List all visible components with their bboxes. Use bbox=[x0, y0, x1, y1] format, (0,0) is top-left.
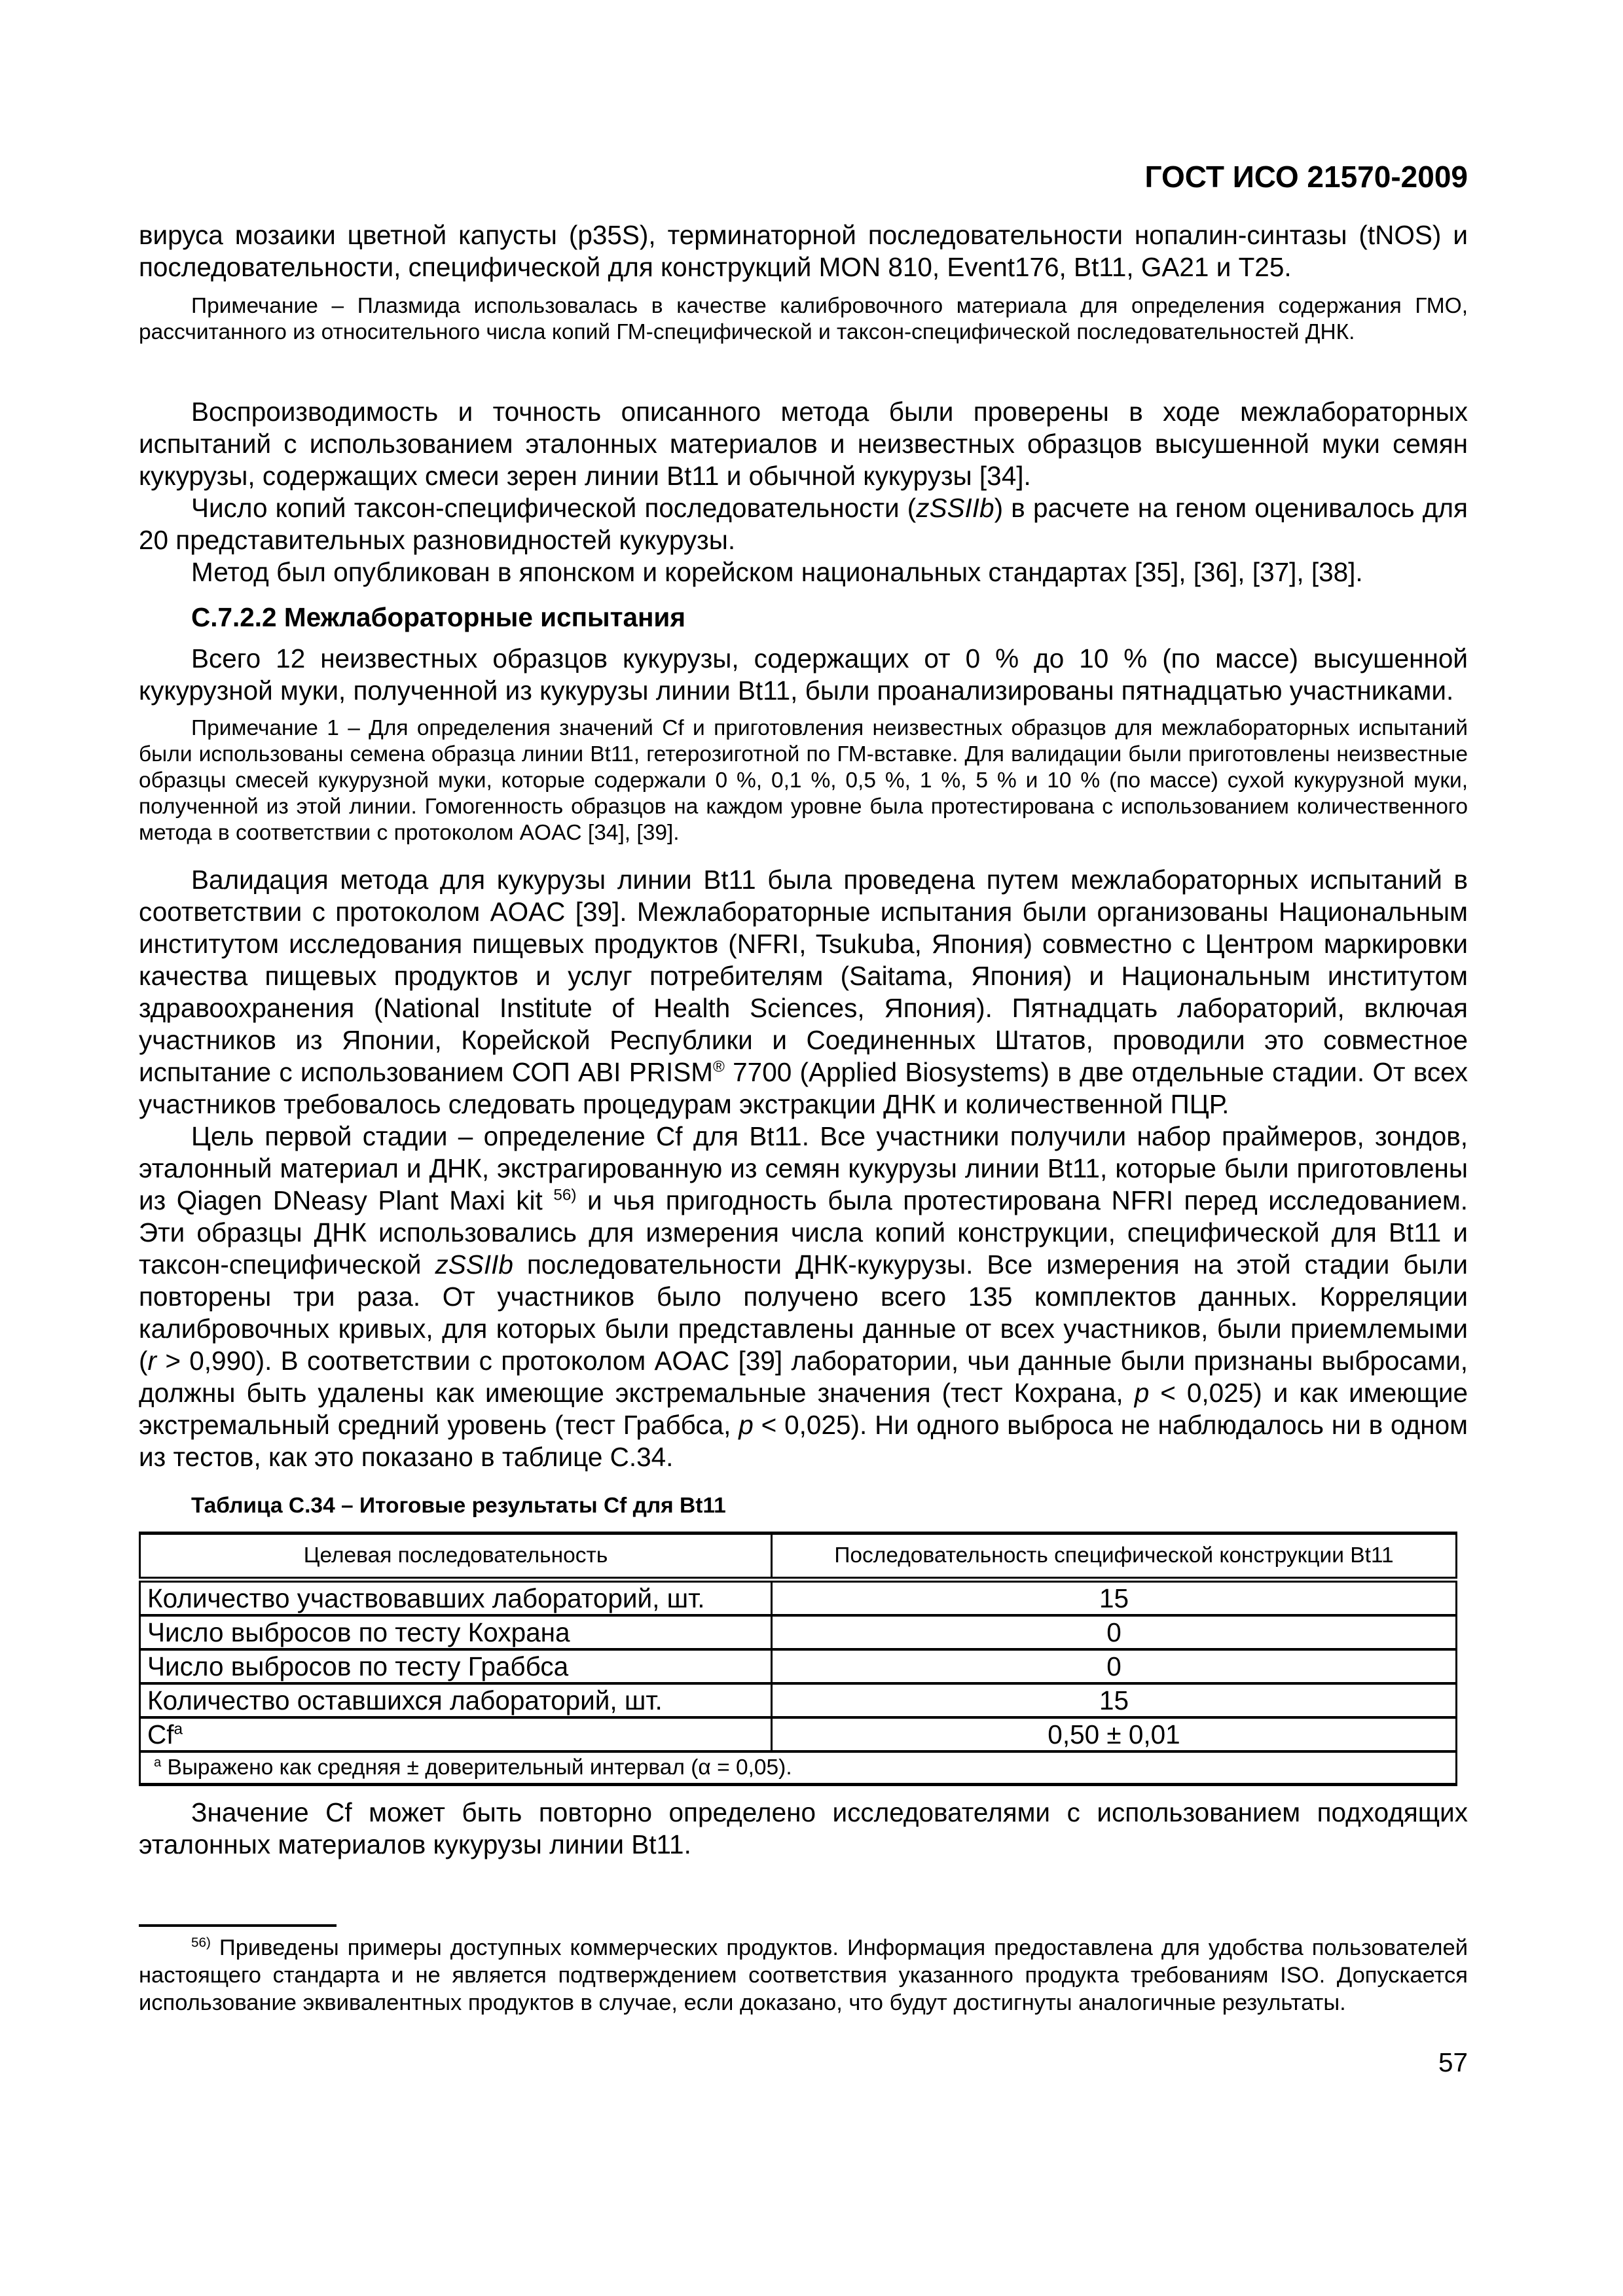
footnote-ref[interactable]: 56) bbox=[553, 1186, 577, 1204]
symbol-p: p bbox=[739, 1410, 754, 1440]
row-label: Количество оставшихся лабораторий, шт. bbox=[140, 1683, 772, 1717]
paragraph: вируса мозаики цветной капусты (p35S), терминаторной последовательности нопалин-синтазы (tNOS) и последовательности, специфической для конструкций MON 810, Event176, Bt11, GA21 и T25. bbox=[139, 220, 1468, 282]
text-run: Число копий таксон-специфической последовательности ( bbox=[191, 493, 917, 523]
paragraph: Метод был опубликован в японском и корейском национальных стандартах [35], [36], [37], [38]. bbox=[191, 557, 1363, 587]
table-caption: Таблица С.34 – Итоговые результаты Cf для Bt11 bbox=[191, 1494, 726, 1518]
footnote-block bbox=[139, 1934, 1468, 2017]
text-run: > 0,990). В соответствии с протоколом AOAC [39] лаборатории, чьи данные были признаны выбросами, должны быть удалены как имеющие экстремальные значения (тест Кохрана, bbox=[139, 1346, 1468, 1408]
paragraphs-method bbox=[139, 396, 1468, 588]
registered-mark: ® bbox=[712, 1058, 725, 1076]
row-value: 15 bbox=[772, 1580, 1457, 1616]
note-text: Примечание – Плазмида использовалась в качестве калибровочного материала для определения содержания ГМО, рассчитанного из относительного числа копий ГМ-специфической и таксон-специфической последовательностей ДНК. bbox=[139, 294, 1468, 344]
row-label: Количество участвовавших лабораторий, шт. bbox=[140, 1580, 772, 1616]
text-run: < 0,025). Ни одного выброса не наблюдалось ни в одном из тестов, как это показано в таблице С.34. bbox=[139, 1410, 1468, 1472]
row-label bbox=[140, 1717, 772, 1751]
table-row bbox=[140, 1580, 1457, 1616]
results-table bbox=[139, 1532, 1457, 1786]
text-run: Валидация метода для кукурузы линии Bt11 была проведена путем межлабораторных испытаний в соответствии с протоколом AOAC [39]. Межлабораторные испытания были организованы Национальным институтом исследования пищевых продуктов (NFRI, Tsukuba, Япония) совместно с Центром маркировки качества пищевых продуктов и услуг потребителям (Saitama, Япония) и Национальным институтом здравоохранения (National Institute of Health Sciences, Япония). Пятнадцать лабораторий, включая участников из Японии, Корейской Республики и Соединенных Штатов, проводили это совместное испытание с использованием СОП ABI PRISM bbox=[139, 865, 1468, 1087]
footnote-mark: 56) bbox=[191, 1935, 211, 1950]
table-footnote-text: Выражено как средняя ± доверительный интервал (α = 0,05). bbox=[161, 1755, 792, 1780]
label-text: Cf bbox=[147, 1719, 174, 1749]
footnote-divider bbox=[139, 1924, 337, 1927]
table-row bbox=[140, 1615, 1457, 1649]
table-row bbox=[140, 1649, 1457, 1683]
row-value: 15 bbox=[772, 1683, 1457, 1717]
paragraph: Всего 12 неизвестных образцов кукурузы, содержащих от 0 % до 10 % (по массе) высушенной кукурузной муки, полученной из кукурузы линии Bt11, были проанализированы пятнадцатью участниками. bbox=[139, 643, 1468, 706]
text-run: < 0,025) и как имеющие экстремальный средний уровень (тест Граббса, bbox=[139, 1378, 1468, 1440]
table-row bbox=[140, 1683, 1457, 1717]
table-footnote bbox=[140, 1751, 1457, 1785]
paragraph: Воспроизводимость и точность описанного метода были проверены в ходе межлабораторных испытаний с использованием эталонных материалов и неизвестных образцов высушенной муки семян кукурузы, содержащих смеси зерен линии Bt11 и обычной кукурузы [34]. bbox=[139, 397, 1468, 491]
footnote-body: Приведены примеры доступных коммерческих продуктов. Информация предоставлена для удобства пользователей настоящего стандарта и не является подтверждением соответствия указанного продукта требованиям ISO. Допускается использование эквивалентных продуктов в случае, если доказано, что будут достигнуты аналогичные результаты. bbox=[139, 1935, 1468, 2015]
text-run: 7700 (Applied Biosystems) в две отдельные стадии. От всех участников требовалось следовать процедурам экстракции ДНК и количественной ПЦР. bbox=[139, 1057, 1468, 1119]
results-table-block bbox=[139, 1532, 1468, 1786]
column-header: Последовательность специфической конструкции Bt11 bbox=[772, 1534, 1457, 1580]
table-footnote-mark: a bbox=[154, 1755, 162, 1770]
section-title: С.7.2.2 Межлабораторные испытания bbox=[191, 602, 685, 632]
row-value: 0,50 ± 0,01 bbox=[772, 1717, 1457, 1751]
note-text: Примечание 1 – Для определения значений Cf и приготовления неизвестных образцов для межлабораторных испытаний были использованы семена образца линии Bt11, гетерозиготной по ГМ-вставке. Для валидации были приготовлены неизвестные образцы смесей кукурузной муки, которые содержали 0 %, 0,1 %, 0,5 %, 1 %, 5 % и 10 % (по массе) сухой кукурузной муки, полученной из этой линии. Гомогенность образцов на каждом уровне была протестирована с использованием количественного метода в соответствии с протоколом AOAC [34], [39]. bbox=[139, 716, 1468, 845]
gene-name: zSSIIb bbox=[435, 1249, 513, 1280]
text-run: ) в расчете на геном оценивалось для 20 представительных разновидностей кукурузы. bbox=[139, 493, 1468, 555]
table-footnote-ref: a bbox=[173, 1720, 183, 1738]
paragraph bbox=[139, 492, 1468, 556]
paragraph-samples bbox=[139, 643, 1468, 707]
note-plasmid bbox=[139, 293, 1468, 346]
table-caption-block bbox=[139, 1494, 1468, 1518]
row-value: 0 bbox=[772, 1615, 1457, 1649]
column-header: Целевая последовательность bbox=[140, 1534, 772, 1580]
table-header-row bbox=[140, 1534, 1457, 1580]
footnote-text bbox=[139, 1934, 1468, 2017]
gene-name: zSSIIb bbox=[916, 493, 994, 523]
row-value: 0 bbox=[772, 1649, 1457, 1683]
section-heading bbox=[139, 602, 1468, 633]
text-run: Цель первой стадии – определение Cf для Bt11. Все участники получили набор праймеров, зондов, эталонный материал и ДНК, экстрагированную из семян кукурузы линии Bt11, которые были приготовлены из Qiagen DNeasy Plant Maxi kit bbox=[139, 1121, 1468, 1215]
standard-header: ГОСТ ИСО 21570-2009 bbox=[1144, 160, 1468, 194]
paragraph bbox=[139, 1121, 1468, 1473]
text-run: последовательности ДНК-кукурузы. Все измерения на этой стадии были повторены три раза. От участников было получено всего 135 комплектов данных. Корреляции калибровочных кривых, для которых были представлены данные от всех участников, были приемлемыми ( bbox=[139, 1249, 1468, 1376]
paragraph bbox=[139, 864, 1468, 1121]
paragraph-continuation bbox=[139, 219, 1468, 283]
table-footnote-row bbox=[140, 1751, 1457, 1785]
table-row bbox=[140, 1717, 1457, 1751]
paragraph-conclusion bbox=[139, 1797, 1468, 1861]
row-label: Число выбросов по тесту Граббса bbox=[140, 1649, 772, 1683]
note-1 bbox=[139, 715, 1468, 846]
symbol-r: r bbox=[147, 1346, 156, 1376]
symbol-p: p bbox=[1134, 1378, 1150, 1408]
page-number: 57 bbox=[1438, 2047, 1468, 2077]
row-label: Число выбросов по тесту Кохрана bbox=[140, 1615, 772, 1649]
paragraph: Значение Cf может быть повторно определено исследователями с использованием подходящих эталонных материалов кукурузы линии Bt11. bbox=[139, 1797, 1468, 1859]
text-run: и чья пригодность была протестирована NFRI перед исследованием. Эти образцы ДНК использовались для измерения числа копий конструкции, специфической для Bt11 и таксон-специфической bbox=[139, 1185, 1468, 1280]
paragraphs-validation bbox=[139, 864, 1468, 1473]
